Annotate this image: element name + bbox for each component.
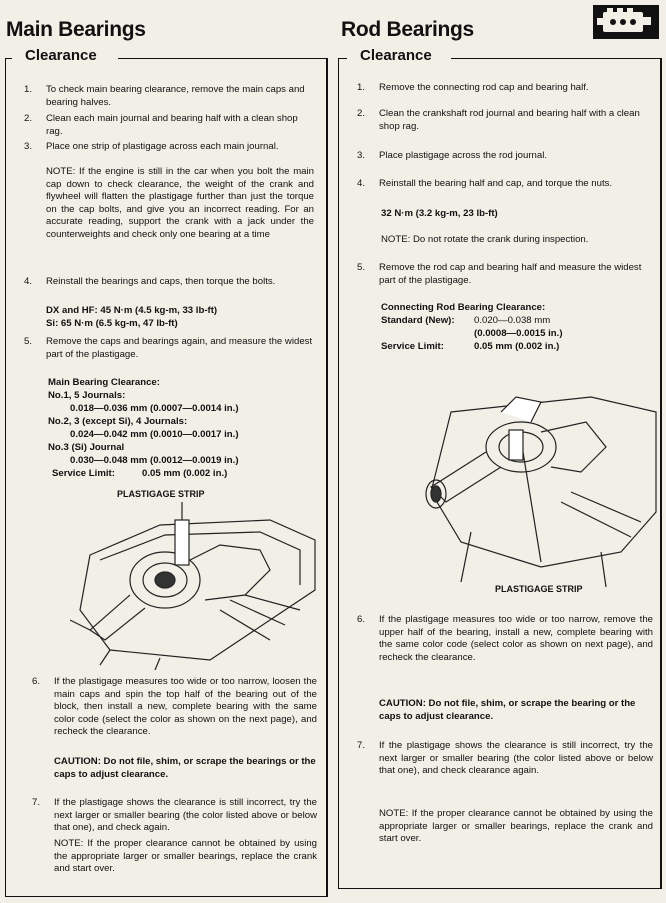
left-service-limit-value: 0.05 mm (0.002 in.) — [142, 468, 228, 479]
right-step-2: 2. Clean the crankshaft rod journal and bearing half with a clean shop rag. — [357, 108, 640, 132]
rod-bearing-illustration — [391, 392, 661, 587]
left-step-3: 3. Place one strip of plastigage across each main journal. — [24, 141, 279, 152]
right-step-6: 6. If the plastigage measures too wide or too narrow, remove the upper half of the bearing, install a new, complete bearing with the same color code (select color as shown on next page), and recheck the clearance. — [357, 614, 653, 663]
left-step-3-note: NOTE: If the engine is still in the car when you bolt the main cap down to check clearance, the weight of the crank and flywheel will flatten the plastigage further than just the torque on the cap bolts, and give you an incorrect reading. For an accurate reading, support the crank with a jack under the counterweights and check only one bearing at a time — [46, 166, 314, 240]
standard-label: Standard (New): — [381, 315, 455, 326]
right-service-limit-label: Service Limit: — [381, 341, 444, 352]
right-step-5: 5. Remove the rod cap and bearing half and measure the widest part of the plastigage. — [357, 262, 642, 286]
right-step-3: 3. Place plastigage across the rod journal. — [357, 150, 547, 161]
left-note-7: NOTE: If the proper clearance cannot be obtained by using the appropriate larger or smaller bearings, replace the crank and start over. — [54, 838, 317, 875]
right-step-7: 7. If the plastigage shows the clearance is still incorrect, try the next larger or smaller bearing (the color listed above or below that one), and check clearance again. — [357, 740, 653, 777]
left-caution: CAUTION: Do not file, shim, or scrape the bearings or the caps to adjust clearance. — [54, 756, 316, 780]
spec-line-6: 0.030—0.048 mm (0.0012—0.0019 in.) — [70, 455, 239, 466]
right-plastigage-label: PLASTIGAGE STRIP — [495, 584, 583, 594]
right-note-4: NOTE: Do not rotate the crank during inspection. — [381, 234, 589, 245]
engine-icon — [593, 5, 659, 39]
main-bearing-illustration — [70, 500, 320, 670]
right-step-1: 1. Remove the connecting rod cap and bearing half. — [357, 82, 589, 93]
left-torque-dx-hf: DX and HF: 45 N·m (4.5 kg-m, 33 lb-ft) — [46, 305, 218, 316]
standard-value-in: (0.0008—0.0015 in.) — [474, 328, 563, 339]
standard-value: 0.020—0.038 mm — [474, 315, 551, 326]
spec-line-1: No.1, 5 Journals: — [48, 390, 126, 401]
right-note-7: NOTE: If the proper clearance cannot be obtained by using the appropriate larger or smaller bearings, replace the crank and start over. — [379, 808, 653, 845]
main-bearings-title: Main Bearings — [6, 18, 146, 41]
spec-line-4: 0.024—0.042 mm (0.0010—0.0017 in.) — [70, 429, 239, 440]
right-step-4: 4. Reinstall the bearing half and cap, and torque the nuts. — [357, 178, 613, 189]
left-plastigage-label: PLASTIGAGE STRIP — [117, 489, 205, 499]
left-step-5: 5. Remove the caps and bearings again, and measure the widest part of the plastigage. — [24, 336, 313, 360]
left-step-2: 2. Clean each main journal and bearing half with a clean shop rag. — [24, 113, 298, 137]
left-step-1: 1. To check main bearing clearance, remove the main caps and bearing halves. — [24, 84, 305, 108]
spec-line-5: No.3 (Si) Journal — [48, 442, 125, 453]
left-service-limit-label: Service Limit: — [52, 468, 115, 479]
right-service-limit-value: 0.05 mm (0.002 in.) — [474, 341, 560, 352]
rod-bearing-clearance-title: Connecting Rod Bearing Clearance: — [381, 302, 546, 313]
left-torque-si: Si: 65 N·m (6.5 kg-m, 47 lb-ft) — [46, 318, 178, 329]
rod-bearings-title: Rod Bearings — [341, 18, 474, 41]
right-caution: CAUTION: Do not file, shim, or scrape the bearing or the caps to adjust clearance. — [379, 698, 636, 722]
left-step-7: 7. If the plastigage shows the clearance is still incorrect, try the next larger or smaller bearing (the color listed above or below that one), and check again. — [32, 797, 317, 834]
right-torque: 32 N·m (3.2 kg-m, 23 lb-ft) — [381, 208, 498, 219]
spec-line-2: 0.018—0.036 mm (0.0007—0.0014 in.) — [70, 403, 239, 414]
left-step-6: 6. If the plastigage measures too wide or too narrow, loosen the main caps and spin the top half of the bearing out of the block, then install a new, complete bearing with the same color code (select the color as shown on the next page), and recheck the clearance. — [32, 676, 317, 738]
spec-line-3: No.2, 3 (except Si), 4 Journals: — [48, 416, 188, 427]
left-step-4: 4. Reinstall the bearings and caps, then torque the bolts. — [24, 276, 276, 287]
right-section-heading: Clearance — [355, 47, 437, 64]
main-bearing-clearance-title: Main Bearing Clearance: — [48, 377, 160, 388]
left-section-heading: Clearance — [20, 47, 102, 64]
